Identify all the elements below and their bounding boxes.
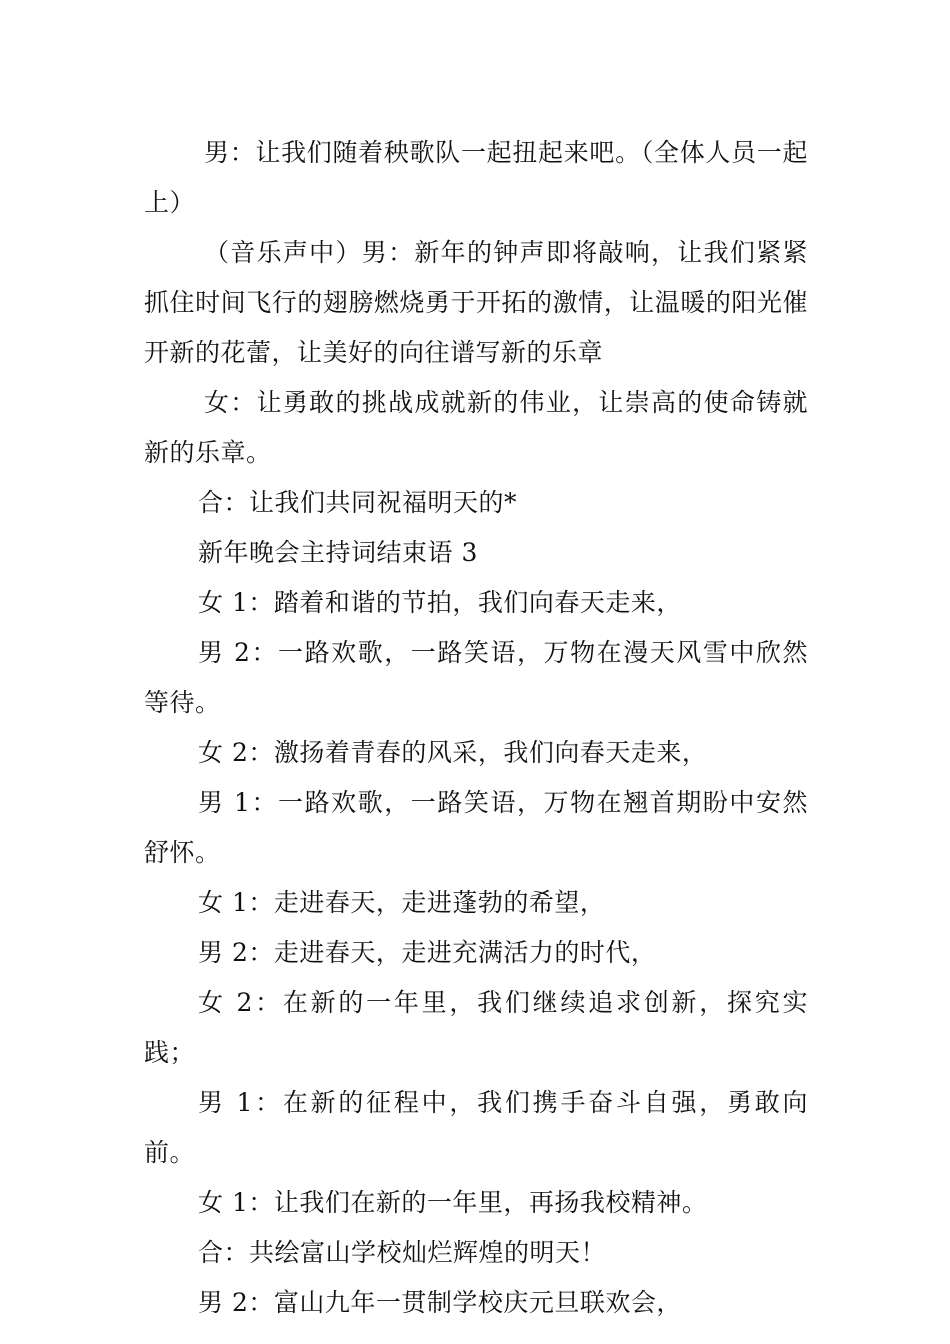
paragraph: 男 2：一路欢歌，一路笑语，万物在漫天风雪中欣然等待。 [144, 638, 808, 717]
paragraph: 男 2：走进春天，走进充满活力的时代， [198, 938, 657, 967]
paragraph: 女 1：走进春天，走进蓬勃的希望， [198, 888, 606, 917]
document-body [144, 128, 808, 1328]
paragraph: 男 2：富山九年一贯制学校庆元旦联欢会， [198, 1288, 682, 1317]
paragraph: （音乐声中）男：新年的钟声即将敲响，让我们紧紧抓住时间飞行的翅膀燃烧勇于开拓的激情，让温暖的阳光催开新的花蕾，让美好的向往谱写新的乐章 [144, 238, 808, 367]
paragraph: 合：让我们共同祝福明天的* [198, 488, 518, 517]
paragraph: 女 2：激扬着青春的风采，我们向春天走来， [198, 738, 708, 767]
paragraph: 女 2：在新的一年里，我们继续追求创新，探究实践； [144, 988, 808, 1067]
paragraph: 男 1：在新的征程中，我们携手奋斗自强，勇敢向前。 [144, 1088, 808, 1167]
paragraph: 合：共绘富山学校灿烂辉煌的明天！ [198, 1238, 607, 1267]
paragraph: 女：让勇敢的挑战成就新的伟业，让崇高的使命铸就新的乐章。 [144, 388, 808, 467]
section-heading: 新年晚会主持词结束语 3 [198, 538, 478, 567]
paragraph: 女 1：踏着和谐的节拍，我们向春天走来， [198, 588, 682, 617]
paragraph: 女 1：让我们在新的一年里，再扬我校精神。 [198, 1188, 708, 1217]
paragraph: 男：让我们随着秧歌队一起扭起来吧。（全体人员一起上） [144, 138, 808, 217]
paragraph: 男 1：一路欢歌，一路笑语，万物在翘首期盼中安然舒怀。 [144, 788, 808, 867]
